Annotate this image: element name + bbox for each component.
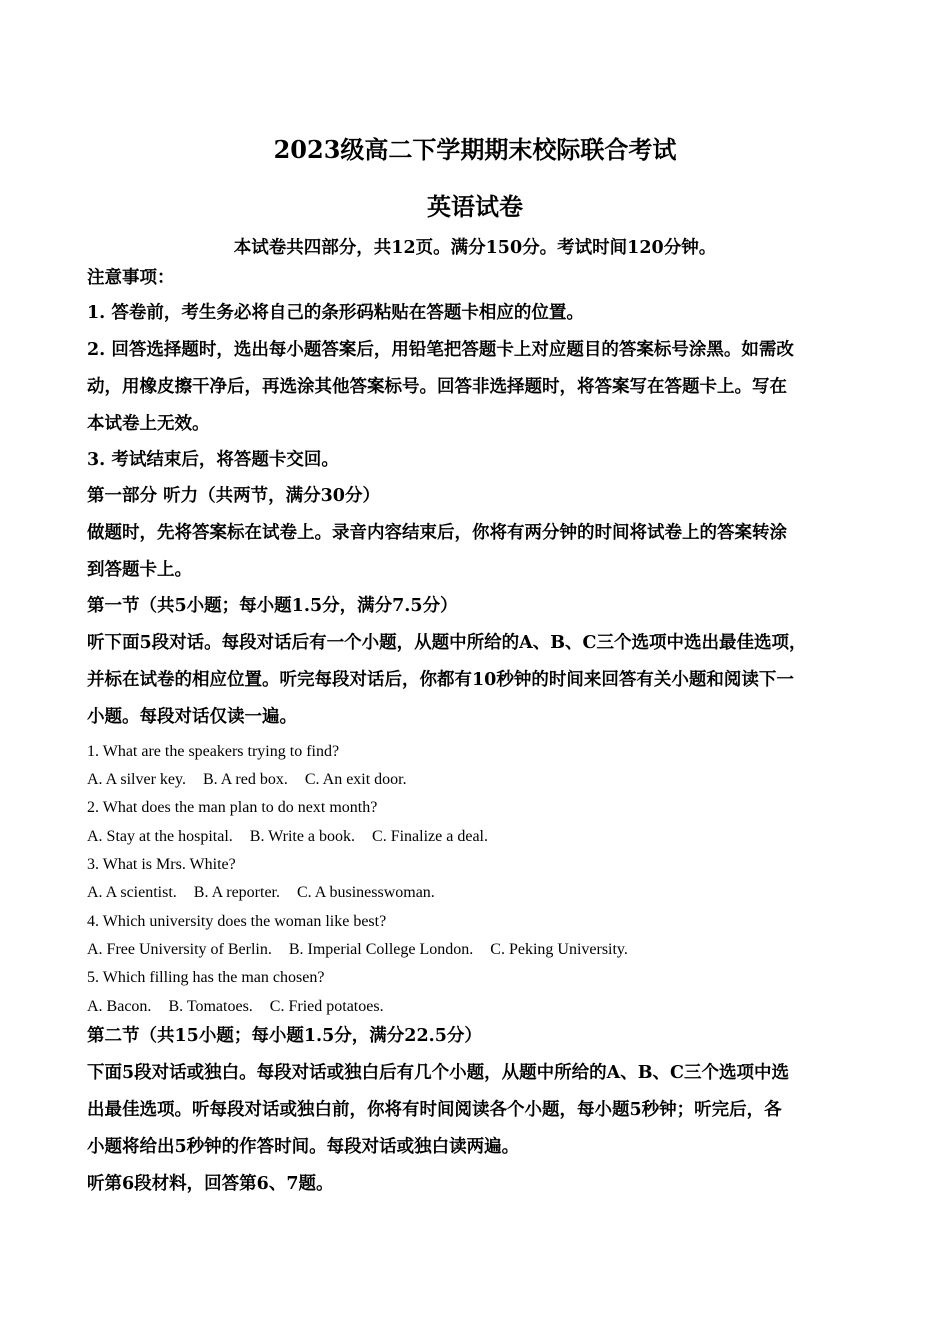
option-b: B. Write a book. xyxy=(249,828,356,845)
exam-info: 本试卷共四部分，共12页。满分150分。考试时间120分钟。 xyxy=(233,238,717,258)
question-stem: 3. What is Mrs. White? xyxy=(87,856,236,873)
option-c: C. Peking University. xyxy=(490,941,628,958)
part1-intro-line: 做题时，先将答案标在试卷上。录音内容结束后，你将有两分钟的时间将试卷上的答案转涂 xyxy=(87,523,787,543)
exam-title: 2023级高二下学期期末校际联合考试 xyxy=(273,135,677,164)
question-options xyxy=(87,882,435,904)
section1-intro-line: 并标在试卷的相应位置。听完每段对话后，你都有10秒钟的时间来回答有关小题和阅读下一 xyxy=(87,670,794,690)
option-a: A. A silver key. xyxy=(87,771,186,788)
question-options xyxy=(87,996,384,1018)
question-options xyxy=(87,826,488,848)
note-line: 2. 回答选择题时，选出每小题答案后，用铅笔把答题卡上对应题目的答案标号涂黑。如需改 xyxy=(87,340,794,360)
question-stem: 2. What does the man plan to do next month? xyxy=(87,799,378,816)
option-c: C. A businesswoman. xyxy=(297,884,435,901)
section2-intro-line: 出最佳选项。听每段对话或独白前，你将有时间阅读各个小题，每小题5秒钟；听完后，各 xyxy=(87,1100,782,1120)
part1-heading: 第一部分 听力（共两节，满分30分） xyxy=(87,486,380,506)
option-b: B. A reporter. xyxy=(193,884,280,901)
note-line: 动，用橡皮擦干净后，再选涂其他答案标号。回答非选择题时，将答案写在答题卡上。写在 xyxy=(87,377,787,397)
option-b: B. Imperial College London. xyxy=(288,941,474,958)
section2-intro-line: 下面5段对话或独白。每段对话或独白后有几个小题，从题中所给的A、B、C三个选项中选 xyxy=(87,1063,789,1083)
question-stem: 1. What are the speakers trying to find? xyxy=(87,743,340,760)
section2-intro-line: 小题将给出5秒钟的作答时间。每段对话或独白读两遍。 xyxy=(87,1137,520,1157)
exam-subtitle: 英语试卷 xyxy=(427,192,523,221)
option-a: A. Stay at the hospital. xyxy=(87,828,233,845)
option-c: C. Finalize a deal. xyxy=(372,828,488,845)
note-line: 本试卷上无效。 xyxy=(87,414,210,434)
material-note: 听第6段材料，回答第6、7题。 xyxy=(87,1174,334,1194)
section2-heading: 第二节（共15小题；每小题1.5分，满分22.5分） xyxy=(87,1026,482,1046)
note-line: 3. 考试结束后，将答题卡交回。 xyxy=(87,450,339,470)
question-stem: 4. Which university does the woman like best? xyxy=(87,913,387,930)
notes-heading: 注意事项： xyxy=(87,268,175,288)
section1-heading: 第一节（共5小题；每小题1.5分，满分7.5分） xyxy=(87,596,458,616)
option-a: A. Free University of Berlin. xyxy=(87,941,272,958)
option-a: A. A scientist. xyxy=(87,884,177,901)
question-options xyxy=(87,939,628,961)
question-options xyxy=(87,769,407,791)
part1-intro-line: 到答题卡上。 xyxy=(87,560,192,580)
option-c: C. An exit door. xyxy=(304,771,407,788)
option-a: A. Bacon. xyxy=(87,998,152,1015)
option-c: C. Fried potatoes. xyxy=(269,998,384,1015)
section1-intro-line: 听下面5段对话。每段对话后有一个小题，从题中所给的A、B、C三个选项中选出最佳选项， xyxy=(87,633,807,653)
question-stem: 5. Which filling has the man chosen? xyxy=(87,969,325,986)
option-b: B. A red box. xyxy=(202,771,288,788)
note-line: 1. 答卷前，考生务必将自己的条形码粘贴在答题卡相应的位置。 xyxy=(87,303,584,323)
section1-intro-line: 小题。每段对话仅读一遍。 xyxy=(87,707,297,727)
option-b: B. Tomatoes. xyxy=(168,998,253,1015)
